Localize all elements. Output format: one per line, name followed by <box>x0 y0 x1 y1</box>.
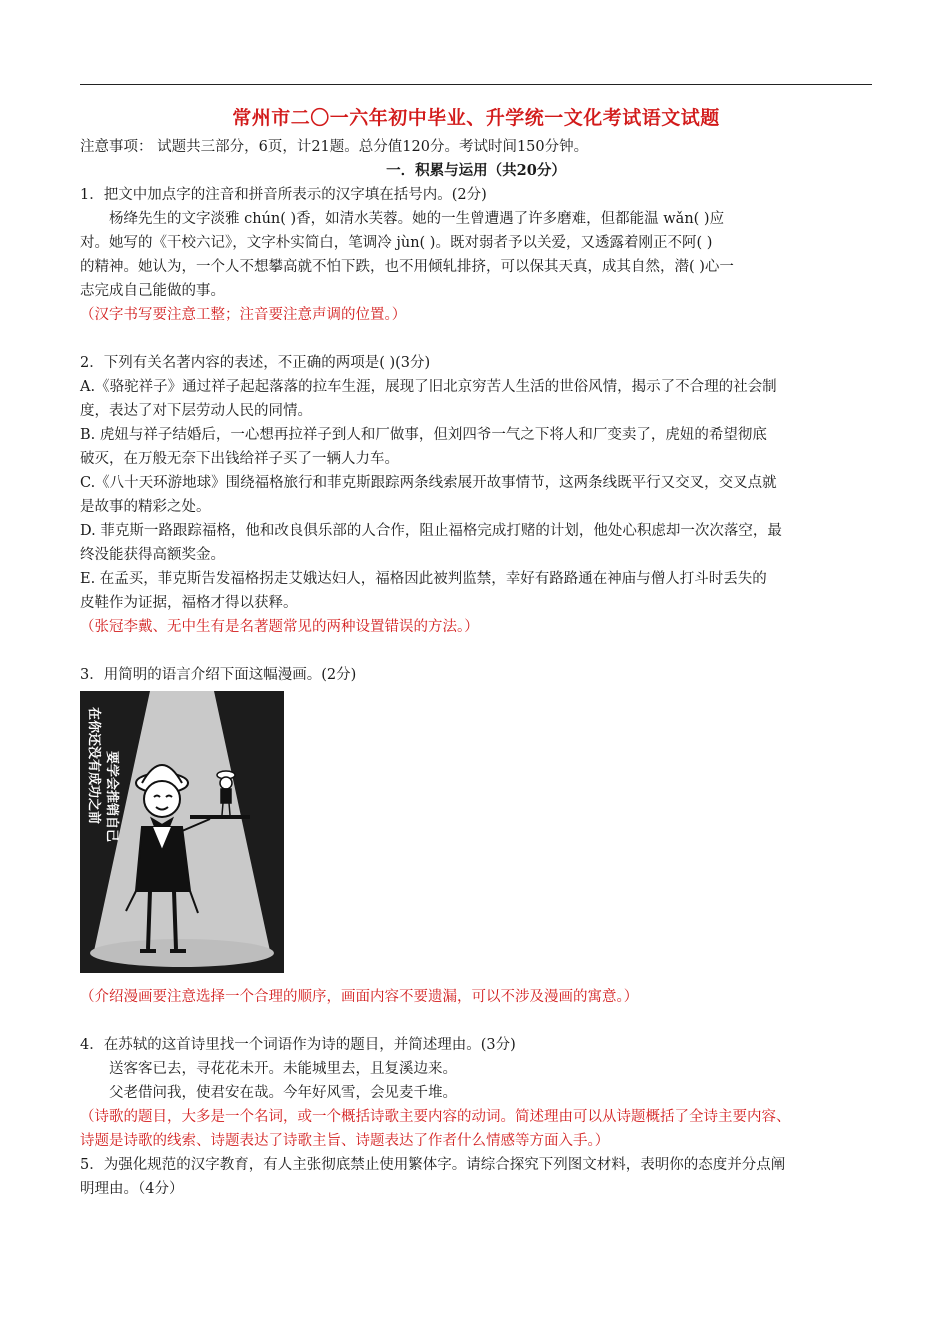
q1-text-line: 志完成自己能做的事。 <box>80 283 225 299</box>
q2-option-e: E. 在孟买，菲克斯告发福格拐走艾娥达妇人，福格因此被判监禁，幸好有路路通在神庙与僧人打斗时丢失的 <box>80 571 767 587</box>
exam-page <box>80 84 872 1201</box>
q2-stem: 2．下列有关名著内容的表述，不正确的两项是( )(3分) <box>80 355 431 371</box>
q2-option-b-cont: 破灭，在万般无奈下出钱给祥子买了一辆人力车。 <box>80 451 399 467</box>
q2-option-a-cont: 度，表达了对下层劳动人民的同情。 <box>80 403 312 419</box>
q1-stem: 1．把文中加点字的注音和拼音所表示的汉字填在括号内。(2分) <box>80 187 487 203</box>
q1-text-line: 对。她写的《干校六记》，文字朴实简白，笔调冷 jùn( )。既对弱者予以关爱，又透露着刚正不阿( ) <box>80 235 713 251</box>
cartoon-caption-1: 在你还没有成功之前 <box>86 707 101 825</box>
q3-stem: 3．用简明的语言介绍下面这幅漫画。(2分) <box>80 667 357 683</box>
notice: 注意事项： 试题共三部分，6页，计21题。总分值120分。考试时间150分钟。 <box>80 139 589 155</box>
cartoon-caption-2: 要学会推销自己 <box>104 751 119 843</box>
q2-option-d: D. 菲克斯一路跟踪福格，他和改良俱乐部的人合作，阻止福格完成打赌的计划，他处心积虑却一次次落空，最 <box>80 523 782 539</box>
q4-hint: （诗歌的题目，大多是一个名词，或一个概括诗歌主要内容的动词。简述理由可以从诗题概括了全诗主要内容、 <box>80 1109 791 1125</box>
section-heading: 一．积累与运用（共20分） <box>386 162 566 179</box>
q5-stem: 5．为强化规范的汉字教育，有人主张彻底禁止使用繁体字。请综合探究下列图文材料，表明你的态度并分点阐 <box>80 1157 786 1173</box>
q4-stem: 4．在苏轼的这首诗里找一个词语作为诗的题目，并简述理由。(3分) <box>80 1037 516 1053</box>
cartoon-image <box>80 691 284 973</box>
q4-poem-line: 送客客已去，寻花花未开。未能城里去，且复溪边来。 <box>109 1061 457 1077</box>
q2-option-c: C.《八十天环游地球》围绕福格旅行和菲克斯跟踪两条线索展开故事情节，这两条线既平行又交叉，交叉点就 <box>80 475 777 491</box>
q2-option-c-cont: 是故事的精彩之处。 <box>80 499 211 515</box>
q2-option-b: B. 虎妞与祥子结婚后，一心想再拉祥子到人和厂做事，但刘四爷一气之下将人和厂变卖了，虎妞的希望彻底 <box>80 427 767 443</box>
q2-hint: （张冠李戴、无中生有是名著题常见的两种设置错误的方法。） <box>80 619 479 635</box>
q1-hint: （汉字书写要注意工整；注音要注意声调的位置。） <box>80 307 407 323</box>
q3-hint: （介绍漫画要注意选择一个合理的顺序，画面内容不要遗漏，可以不涉及漫画的寓意。） <box>80 989 639 1005</box>
q1-text-line: 杨绛先生的文字淡雅 chún( )香，如清水芙蓉。她的一生曾遭遇了许多磨难，但都能温 wǎn( )应 <box>109 211 725 227</box>
top-rule <box>80 84 872 85</box>
exam-title: 常州市二〇一六年初中毕业、升学统一文化考试语文试题 <box>232 107 720 129</box>
q2-option-e-cont: 皮鞋作为证据，福格才得以获释。 <box>80 595 298 611</box>
q5-stem-cont: 明理由。（4分） <box>80 1181 184 1197</box>
q2-option-d-cont: 终没能获得高额奖金。 <box>80 547 225 563</box>
q2-option-a: A.《骆驼祥子》通过祥子起起落落的拉车生涯，展现了旧北京穷苦人生活的世俗风情，揭示了不合理的社会制 <box>80 379 777 395</box>
q1-text-line: 的精神。她认为，一个人不想攀高就不怕下跌，也不用倾轧排挤，可以保其天真，成其自然，潜( )心一 <box>80 259 734 275</box>
q4-poem-line: 父老借问我，使君安在哉。今年好风雪，会见麦千堆。 <box>109 1085 457 1101</box>
q4-hint-cont: 诗题是诗歌的线索、诗题表达了诗歌主旨、诗题表达了作者什么情感等方面入手。） <box>80 1133 610 1149</box>
